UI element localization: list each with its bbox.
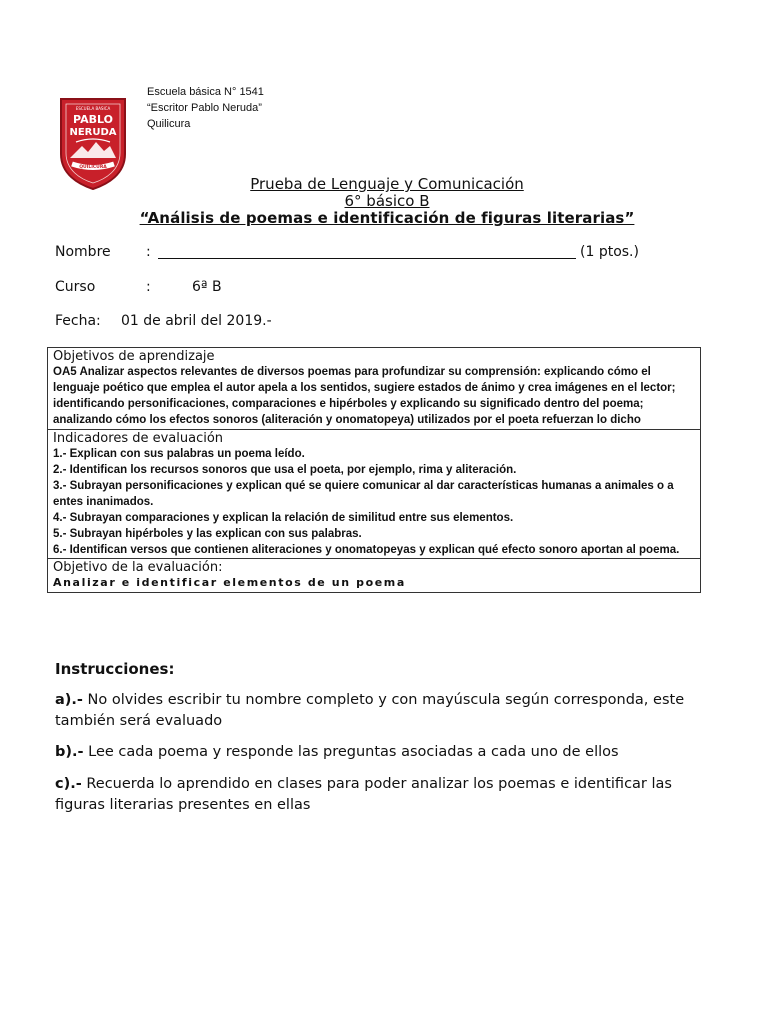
oa-description: Analizar aspectos relevantes de diversos poemas para profundizar su comprensión: explicando cómo el lenguaje poético que emplea el autor apela a los sentidos, sugiere estados de ánimo y crea imágenes en el lector; identificando personificaciones, comparaciones e hipérboles y explicando su significado dentro del poema; analizando cómo los efectos sonoros (aliteración y onomatopeya) utilizados por el poeta refuerzan lo dicho (53, 366, 676, 426)
nombre-colon: : (146, 244, 151, 260)
objectives-table (47, 347, 701, 593)
indicator-item: 6.- Identifican versos que contienen aliteraciones y onomatopeyas y explican qué efecto sonoro aportan al poema. (53, 544, 680, 556)
nombre-points: (1 ptos.) (580, 244, 639, 260)
instruction-c-label: c).- (55, 776, 82, 792)
instruction-b-text: Lee cada poema y responde las preguntas asociadas a cada uno de ellos (83, 744, 619, 760)
school-line-2: “Escritor Pablo Neruda” (147, 102, 262, 114)
school-line-3: Quilicura (147, 118, 191, 130)
indicators-section (48, 429, 700, 558)
instruction-a-text: No olvides escribir tu nombre completo y con mayúscula según corresponda, este también será evaluado (55, 692, 685, 729)
logo-name-line2: NERUDA (69, 127, 117, 138)
learning-objectives-section (48, 348, 700, 429)
title-topic: “Análisis de poemas e identificación de figuras literarias” (139, 209, 635, 227)
nombre-row (55, 244, 111, 260)
indicators-heading: Indicadores de evaluación (53, 431, 224, 446)
instruction-a-label: a).- (55, 692, 83, 708)
instruction-b-label: b).- (55, 744, 84, 760)
fecha-value: 01 de abril del 2019.- (121, 313, 272, 329)
document-titles (0, 176, 768, 227)
fecha-label: Fecha: (55, 313, 101, 329)
learning-objectives-heading: Objetivos de aprendizaje (53, 349, 215, 364)
school-info (147, 84, 264, 132)
instruction-a (55, 690, 720, 732)
instruction-c (55, 774, 720, 816)
indicator-item: 2.- Identifican los recursos sonoros que usa el poeta, por ejemplo, rima y aliteración. (53, 464, 517, 476)
title-subject: Prueba de Lenguaje y Comunicación (250, 175, 524, 193)
logo-name-line1: PABLO (73, 113, 113, 126)
indicator-item: 5.- Subrayan hipérboles y las explican con sus palabras. (53, 528, 362, 540)
instruction-b (55, 742, 720, 763)
curso-value: 6ª B (192, 279, 222, 295)
school-line-1: Escuela básica N° 1541 (147, 86, 264, 98)
nombre-label: Nombre (55, 244, 111, 260)
nombre-answer-line[interactable] (158, 258, 576, 259)
indicator-item: 1.- Explican con sus palabras un poema leído. (53, 448, 305, 460)
evaluation-objective-heading: Objetivo de la evaluación: (53, 560, 223, 575)
instruction-c-text: Recuerda lo aprendido en clases para poder analizar los poemas e identificar las figuras literarias presentes en ellas (55, 776, 672, 813)
indicator-item: 3.- Subrayan personificaciones y explican qué se quiere comunicar al dar características humanas a animales o a entes inanimados. (53, 480, 674, 508)
logo-top-text: ESCUELA BASICA (75, 106, 111, 111)
title-grade: 6° básico B (344, 192, 430, 210)
indicator-item: 4.- Subrayan comparaciones y explican la relación de similitud entre sus elementos. (53, 512, 514, 524)
evaluation-objective-section (48, 558, 700, 592)
curso-label: Curso (55, 279, 96, 295)
oa-code: OA5 (53, 366, 77, 378)
logo-bottom-text: QUILICURA (79, 165, 107, 170)
learning-objectives-text (53, 364, 695, 429)
curso-colon: : (146, 279, 151, 295)
evaluation-objective-text: Analizar e identificar elementos de un poema (53, 576, 406, 589)
instructions-title: Instrucciones: (55, 660, 175, 678)
